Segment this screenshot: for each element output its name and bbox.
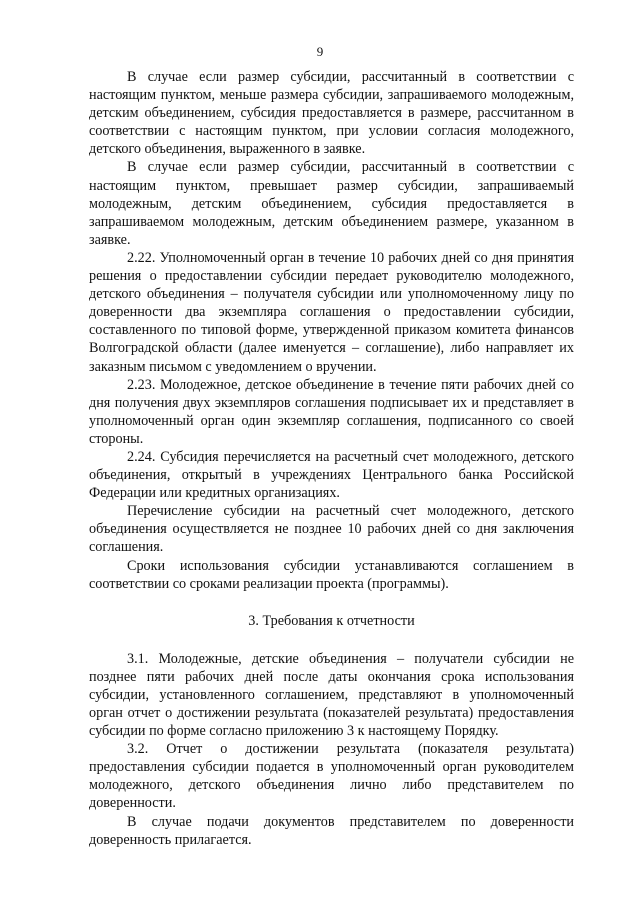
paragraph-usage-terms: Сроки использования субсидии устанавливаются соглашением в соответствии со сроками реализации проекта (программы). <box>89 557 574 592</box>
paragraph-subsidy-exceeds: В случае если размер субсидии, рассчитанный в соответствии с настоящим пунктом, превышает размер субсидии, запрашиваемый молодежным, детским объединением, субсидия предоставляется в запрашиваемом молодежным, детским объединением размере, указанном в заявке. <box>89 159 574 248</box>
paragraph-transfer-terms: Перечисление субсидии на расчетный счет молодежного, детского объединения осуществляется не позднее 10 рабочих дней со дня заключения соглашения. <box>89 503 574 556</box>
paragraph-3-2: 3.2. Отчет о достижении результата (показателя результата) предоставления субсидии подается в уполномоченный орган руководителем молодежного, детского объединения лично либо представителем по доверенности. <box>89 741 574 812</box>
section-heading: 3. Требования к отчетности <box>248 612 415 629</box>
paragraph-3-1: 3.1. Молодежные, детские объединения – получатели субсидии не позднее пяти рабочих дней после даты окончания срока использования субсидии, установленного соглашением, представляют в уполномоченный орган отчет о достижении результата (показателей результата) предоставления субсидии по форме согласно приложению 3 к настоящему Порядку. <box>89 650 574 740</box>
paragraph-2-23: 2.23. Молодежное, детское объединение в течение пяти рабочих дней со дня получения двух экземпляров соглашения подписывает их и представляет в уполномоченный орган один экземпляр соглашения, подписанного со своей стороны. <box>89 376 574 447</box>
paragraph-subsidy-less: В случае если размер субсидии, рассчитанный в соответствии с настоящим пунктом, меньше размера субсидии, запрашиваемого молодежным, детским объединением, субсидия предоставляется в размере, рассчитанном в соответствии с настоящим пунктом, при условии согласия молодежного, детского объединения, выраженного в заявке. <box>89 69 574 158</box>
paragraph-representative: В случае подачи документов представителем по доверенности доверенность прилагается. <box>89 813 574 848</box>
paragraph-2-22: 2.22. Уполномоченный орган в течение 10 рабочих дней со дня принятия решения о предоставлении субсидии передает руководителю молодежного, детского объединения – получателя субсидии или уполномоченному лицу по доверенности два экземпляра соглашения о предоставлении субсидии, составленного по типовой форме, утвержденной приказом комитета финансов Волгоградской области (далее именуется – соглашение), либо направляет их заказным письмом с уведомлением о вручении. <box>89 249 574 375</box>
document-body <box>89 68 574 849</box>
paragraph-2-24: 2.24. Субсидия перечисляется на расчетный счет молодежного, детского объединения, открытый в учреждениях Центрального банка Российской Федерации или кредитных организациях. <box>89 448 574 502</box>
page-number: 9 <box>316 44 324 59</box>
